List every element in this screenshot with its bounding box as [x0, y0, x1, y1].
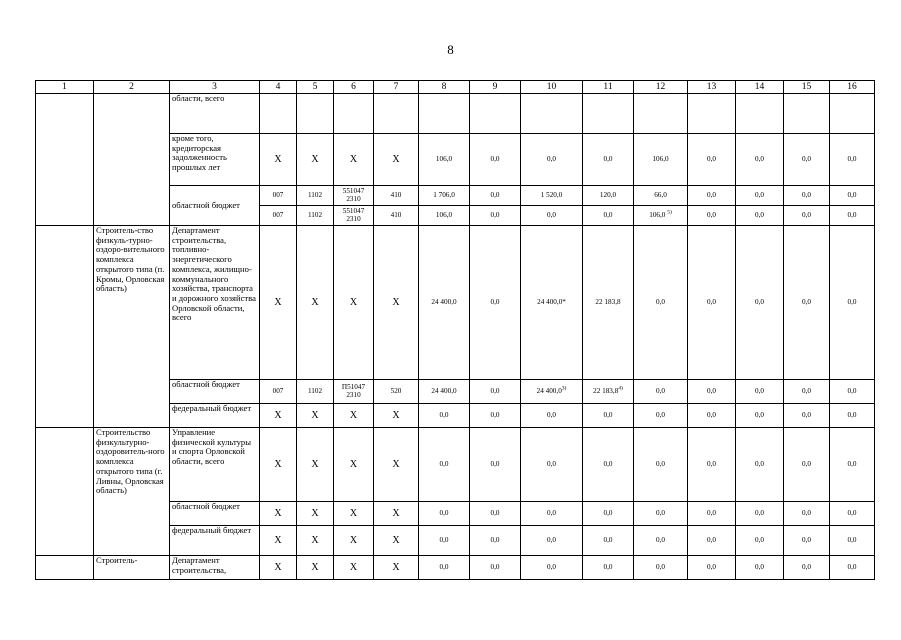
table-cell [634, 94, 688, 134]
table-cell: 0,0 [736, 380, 784, 404]
table-cell [784, 94, 830, 134]
table-cell: 0,0 [521, 556, 583, 580]
table-cell: 0,0 [784, 186, 830, 206]
table-cell: 0,0 [784, 404, 830, 428]
table-cell [583, 94, 634, 134]
table-cell: 0,0 [688, 526, 736, 556]
page-number: 8 [447, 42, 454, 57]
table-cell: 1 520,0 [521, 186, 583, 206]
table-cell: 0,0 [419, 502, 470, 526]
table-row [36, 556, 875, 580]
table-cell: X [260, 502, 297, 526]
table-cell: 0,0 [784, 134, 830, 186]
table-cell: 106,0 [419, 206, 470, 226]
table-cell: X [334, 556, 374, 580]
column-header: 3 [170, 81, 260, 94]
table-cell: 66,0 [634, 186, 688, 206]
column-header: 13 [688, 81, 736, 94]
table-cell [521, 380, 583, 404]
column-header: 4 [260, 81, 297, 94]
table-cell: 0,0 [830, 502, 875, 526]
table-cell: 007 [260, 380, 297, 404]
table-cell: X [374, 134, 419, 186]
table-cell [374, 94, 419, 134]
table-cell: X [334, 526, 374, 556]
table-cell: 106,0 [634, 134, 688, 186]
table-row [36, 94, 875, 134]
table-cell [260, 94, 297, 134]
footnote-mark: 4) [618, 386, 623, 393]
table-cell: Строительство физкультурно-оздоровитель-ного комплекса открытого типа (г. Ливны, Орловская область) [94, 428, 170, 556]
table-cell: 106,0 [419, 134, 470, 186]
table-cell [419, 94, 470, 134]
table-cell: 007 [260, 186, 297, 206]
table-cell: 0,0 [784, 206, 830, 226]
table-cell: 0,0 [583, 526, 634, 556]
table-cell: 0,0 [470, 206, 521, 226]
table-cell: X [334, 134, 374, 186]
table-row [36, 226, 875, 380]
table-cell: 0,0 [736, 526, 784, 556]
table-cell: 0,0 [470, 226, 521, 380]
table-cell: 0,0 [634, 556, 688, 580]
table-cell: 0,0 [688, 380, 736, 404]
table-cell: 0,0 [521, 206, 583, 226]
table-cell: 0,0 [830, 404, 875, 428]
table-cell [830, 94, 875, 134]
table-cell [36, 428, 94, 556]
table-cell: федеральный бюджет [170, 526, 260, 556]
table-cell: 551047 2310 [334, 186, 374, 206]
table-cell: области, всего [170, 94, 260, 134]
table-cell: Строитель- [94, 556, 170, 580]
table-cell: 0,0 [583, 428, 634, 502]
table-cell: X [334, 428, 374, 502]
cell-value: 24 400,0 [536, 387, 562, 396]
table-cell: 0,0 [830, 556, 875, 580]
table-cell: X [374, 404, 419, 428]
column-header: 12 [634, 81, 688, 94]
column-header: 15 [784, 81, 830, 94]
table-cell: X [374, 502, 419, 526]
table-cell [334, 94, 374, 134]
table-cell: 0,0 [583, 134, 634, 186]
column-header: 8 [419, 81, 470, 94]
table-cell: 0,0 [688, 186, 736, 206]
table-cell: X [374, 428, 419, 502]
table-cell: X [374, 226, 419, 380]
table-cell: 0,0 [470, 526, 521, 556]
table-cell: 0,0 [688, 134, 736, 186]
table-cell: 0,0 [583, 502, 634, 526]
column-header: 11 [583, 81, 634, 94]
table-cell [36, 556, 94, 580]
table-cell: 0,0 [688, 404, 736, 428]
table-cell: X [260, 526, 297, 556]
table-cell: 410 [374, 206, 419, 226]
table-cell: X [374, 556, 419, 580]
column-header: 7 [374, 81, 419, 94]
column-header: 16 [830, 81, 875, 94]
table-cell: X [334, 226, 374, 380]
cell-value: 22 183,8 [593, 387, 619, 396]
table-cell: 0,0 [830, 226, 875, 380]
table-cell: 22 183,8 [583, 226, 634, 380]
table-cell: 0,0 [470, 428, 521, 502]
table-cell: 0,0 [784, 380, 830, 404]
table-cell: 0,0 [419, 428, 470, 502]
table-cell [36, 226, 94, 428]
table-cell: 0,0 [736, 186, 784, 206]
table-cell: 24 400,0 [419, 226, 470, 380]
table-cell: 0,0 [521, 526, 583, 556]
table-cell: Управление физической культуры и спорта Орловской области, всего [170, 428, 260, 502]
table-cell: X [297, 526, 334, 556]
table-cell: 0,0 [688, 226, 736, 380]
table-cell: 0,0 [736, 556, 784, 580]
table-cell: 0,0 [830, 380, 875, 404]
table-cell: 0,0 [470, 380, 521, 404]
table-cell: 0,0 [521, 502, 583, 526]
table-cell: Строитель-ство физкуль-турно-оздоро-вительного комплекса открытого типа (п. Кромы, Орловская область) [94, 226, 170, 428]
table-cell: 0,0 [470, 556, 521, 580]
table-cell [36, 94, 94, 226]
table-cell [297, 94, 334, 134]
table-cell: П51047 2310 [334, 380, 374, 404]
table-cell: X [297, 556, 334, 580]
column-header: 2 [94, 81, 170, 94]
table-cell: 0,0 [830, 186, 875, 206]
table-cell: 0,0 [688, 206, 736, 226]
table-cell: 0,0 [521, 404, 583, 428]
table-cell: X [297, 226, 334, 380]
table-cell: 0,0 [634, 380, 688, 404]
table-cell: 0,0 [830, 206, 875, 226]
table-cell: 0,0 [736, 226, 784, 380]
table-cell: 551047 2310 [334, 206, 374, 226]
column-header: 9 [470, 81, 521, 94]
table-cell: X [334, 502, 374, 526]
table-cell: X [260, 226, 297, 380]
table-cell: 0,0 [634, 226, 688, 380]
table-cell: 0,0 [736, 404, 784, 428]
table-cell: 0,0 [583, 556, 634, 580]
table-cell: 0,0 [784, 526, 830, 556]
table-cell [94, 94, 170, 226]
column-header: 10 [521, 81, 583, 94]
table-cell: X [297, 134, 334, 186]
table-cell: 0,0 [830, 526, 875, 556]
table-cell: 0,0 [688, 556, 736, 580]
table-cell: 1102 [297, 380, 334, 404]
cell-value: 106,0 [649, 211, 666, 220]
table-cell: 0,0 [830, 134, 875, 186]
column-header: 1 [36, 81, 94, 94]
table-cell: X [260, 428, 297, 502]
table-cell: 0,0 [736, 502, 784, 526]
table-cell: 0,0 [784, 226, 830, 380]
table-row [36, 428, 875, 502]
table-cell: 0,0 [634, 428, 688, 502]
table-cell: кроме того, кредиторская задолженность прошлых лет [170, 134, 260, 186]
table-cell: 0,0 [583, 206, 634, 226]
table-cell: 0,0 [736, 134, 784, 186]
table-cell: 0,0 [419, 404, 470, 428]
table-cell [736, 94, 784, 134]
table-cell: Департамент строительства, топливно-энергетического комплекса, жилищно-коммунального хозяйства, транспорта и дорожного хозяйства Орловской области, всего [170, 226, 260, 380]
column-header: 14 [736, 81, 784, 94]
table-cell: 0,0 [736, 428, 784, 502]
table-cell [634, 206, 688, 226]
table-cell [688, 94, 736, 134]
table-cell: X [260, 404, 297, 428]
table-cell: областной бюджет [170, 380, 260, 404]
table-cell: 0,0 [419, 526, 470, 556]
table-cell: 0,0 [470, 186, 521, 206]
table-cell: 0,0 [583, 404, 634, 428]
table-cell: 0,0 [419, 556, 470, 580]
budget-table [35, 80, 875, 580]
table-cell: 410 [374, 186, 419, 206]
table-cell: 24 400,0 [419, 380, 470, 404]
table-cell: 1 706,0 [419, 186, 470, 206]
table-cell: X [297, 502, 334, 526]
table-cell: X [260, 134, 297, 186]
table-cell: областной бюджет [170, 502, 260, 526]
table-cell: 1102 [297, 206, 334, 226]
table-cell [470, 94, 521, 134]
table-cell: 520 [374, 380, 419, 404]
column-header: 6 [334, 81, 374, 94]
table-cell: 0,0 [634, 526, 688, 556]
table-cell: X [297, 404, 334, 428]
column-header: 5 [297, 81, 334, 94]
table-cell: 0,0 [634, 502, 688, 526]
table-cell: 0,0 [830, 428, 875, 502]
table-cell: X [374, 526, 419, 556]
table-cell: 0,0 [521, 134, 583, 186]
table-cell: 24 400,0* [521, 226, 583, 380]
table-cell: 0,0 [784, 556, 830, 580]
table-cell: 0,0 [784, 428, 830, 502]
table-cell: 0,0 [784, 502, 830, 526]
table-cell: X [260, 556, 297, 580]
footnote-mark: 3) [561, 386, 567, 393]
table-cell: 0,0 [470, 134, 521, 186]
header-row [36, 81, 875, 94]
table-cell: 0,0 [688, 428, 736, 502]
table-cell: федеральный бюджет [170, 404, 260, 428]
table-cell: областной бюджет [170, 186, 260, 226]
table-cell [521, 94, 583, 134]
table-cell: 0,0 [470, 502, 521, 526]
table-cell: 1102 [297, 186, 334, 206]
table-cell: Департамент строительства, [170, 556, 260, 580]
table-cell: 007 [260, 206, 297, 226]
table-cell: 120,0 [583, 186, 634, 206]
table-cell: X [297, 428, 334, 502]
table-cell: 0,0 [688, 502, 736, 526]
table-cell: 0,0 [736, 206, 784, 226]
table-cell [583, 380, 634, 404]
table-cell: 0,0 [634, 404, 688, 428]
table-cell: 0,0 [470, 404, 521, 428]
table-cell: 0,0 [521, 428, 583, 502]
footnote-mark: 5) [667, 210, 672, 217]
table-cell: X [334, 404, 374, 428]
